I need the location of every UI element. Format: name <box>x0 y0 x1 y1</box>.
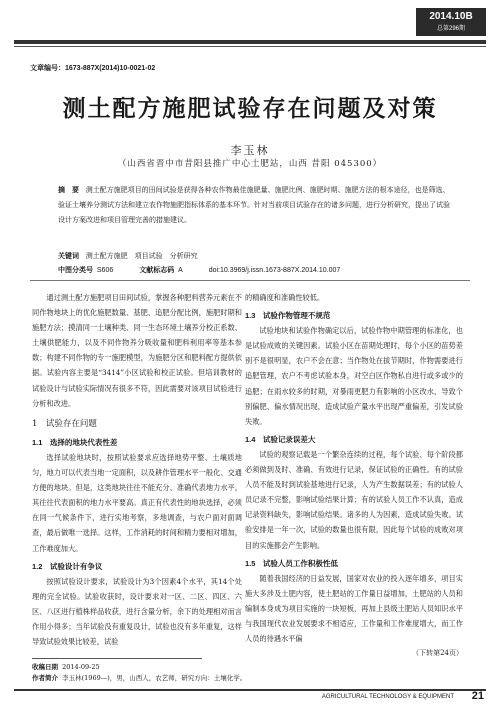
doi: doi:10.3969/j.issn.1673-887X.2014.10.007 <box>208 267 341 274</box>
header-rule <box>14 40 486 44</box>
section-1-heading: 1 试验存在问题 <box>32 418 97 429</box>
section-1-1-text: 选择试验地块时，按照试验要求应选择地势平整、土壤质地匀，地力可以代表当地一定面积，以及耕作管理水平一般化、交通方便的地块。但是，这类地块往往不能充分、准确代表地力水平，其往往代表面积的地力水平要高。真正有代表性的地块选择，必须在同一气候条件下，进行实地考察，多地调查，与农户面对面调查，最后做唯一选择。这样，工作消耗的时间和精力要相对增加，工作难度加大。 <box>32 452 242 553</box>
footnote-rule <box>32 658 202 659</box>
section-1-1-heading: 1.1 选择的地块代表性差 <box>32 437 118 447</box>
author-info-label: 作者简介 <box>32 675 58 682</box>
issue-badge <box>416 8 486 36</box>
header-rule-thin <box>14 46 486 47</box>
section-1-3-heading: 1.3 试验作物管理不规范 <box>245 311 331 321</box>
right-column <box>245 290 463 661</box>
keywords <box>58 251 454 261</box>
continued-text: 的精确度和准确性较低。 <box>245 293 325 302</box>
article-number: 文章编号：1673-887X(2014)10-0021-02 <box>30 65 156 72</box>
abstract <box>58 183 454 228</box>
abstract-text: 测土配方施肥项目的田间试验是获得各种农作物最佳施肥量、施肥比例、施肥时期、施肥方法的根本途径，也是筛选、验证土壤养分测试方法和建立农作物施肥指标体系的基本环节。针对当前项目试验存在的诸多问题，进行分析研究，提出了试验设计方案改进和项目管理完善的措施建议。 <box>58 186 450 224</box>
issue-total: 总第296期 <box>436 26 465 32</box>
section-1-2-heading: 1.2 试验设计有争议 <box>32 561 103 571</box>
doc-code: A <box>178 267 183 274</box>
received-date: 2014-09-25 <box>62 663 100 671</box>
section-1-5-text: 随着我国经济的日益发展，国家对农业的投入逐年增多，项目实施大多涉及土肥内容，使土肥站的工作量日益增加，土肥站的人员和编制本身成为项目实施的一块短板，再加上县级土肥站人员知识水平与我国现代农业发展要求不相适应，工作量和工作难度增大，而工作人员的待遇水平偏 <box>245 573 463 644</box>
classification-line <box>58 265 454 275</box>
section-1-4-text: 试验的观察记载是一个繁杂连续的过程，每个试验、每个阶段都必须做到及时、准确、有效进行记录，保证试验的正确性。有的试验人员不能及时到试验基地进行记录，人为产生数据误差；有的试验人员记录不完整，影响试验结果计算；有的试验人员工作不认真，造成记录资料缺失，影响试验结果。诸多的人为因素，造成试验失败。试验安排是一年一次，试验的数量也很有限，因此每个试验的成败对项目的实施都会产生影响。 <box>245 449 463 550</box>
keywords-label: 关键词 <box>58 251 79 260</box>
intro-paragraph: 通过测土配方施肥项目田间试验，掌握各种肥料营养元素在不同作物地块上的优化施肥数量、基肥、追肥分配比例，施肥时期和施肥方法；摸清同一土壤种类、同一生态环境土壤养分校正系数、土壤供肥能力，以及不同作物养分吸收量和肥料利用率等基本参数；构建不同作物的专一施肥模型，为施肥分区和肥料配方提供依据。试验内容主要是“3414”小区试验和校正试验。但培训教材的试验设计与试验实际情况有很多不符，因此需要对该项目试验进行分析和改进。 <box>32 293 242 408</box>
clc-code: S606 <box>96 267 114 274</box>
clc-label: 中图分类号 <box>58 267 93 274</box>
doc-label: 文献标志码 <box>139 267 175 274</box>
author-info: 李玉林(1969—)，男，山西人，农艺师，研究方向：土壤化学。 <box>62 674 247 682</box>
section-1-3-text: 试验地块和试验作物确定以后，试验作物中期管理的标准化，也是试验成败的关键因素。试验小区在苗期处理时，每个小区的苗势差别不是很明显，农户不会在意；当作物处在拔节期时，作物需要进行追肥管理，农户不考虑试验本身，对空白区作物私自进行或多或少的追肥；在雨水较多的时期，对暴雨更肥力有影响的小区改水，导致个别偏肥、偏水情况出现，造成试验产量水平出现严重偏差，引发试验失败。 <box>245 326 463 426</box>
footnote <box>32 662 246 684</box>
journal-name: AGRICULTURAL TECHNOLOGY & EQUIPMENT <box>321 694 454 700</box>
author-affiliation: （山西省晋中市昔阳县推广中心土肥站，山西 昔阳 045300） <box>117 159 383 169</box>
left-column <box>32 290 242 649</box>
received-label: 收稿日期 <box>32 664 58 671</box>
continued-note: （下转第24页） <box>412 649 463 658</box>
issue-number: 2014.10B <box>429 11 473 22</box>
section-divider <box>30 280 470 281</box>
section-1-4-heading: 1.4 试验记录误差大 <box>245 434 316 444</box>
footer-rule <box>14 689 486 691</box>
page-number: 21 <box>471 690 484 702</box>
abstract-label: 摘 要 <box>58 187 79 194</box>
author-name: 李玉林 <box>230 144 270 157</box>
section-1-5-heading: 1.5 试验人员工作积极性低 <box>245 558 338 568</box>
section-1-2-text: 按照试验设计要求，试验设计为3个因素4个水平，其14个处理的完全试验。试验收获时，设计要求对一区、二区、四区、六区、八区进行植株样品收获，进行含量分析，余下的处理相对而言作用小得多；当年试验没有重复设计，试验也没有多年重复，这样导致试验效果比较差，试验 <box>32 576 242 647</box>
keywords-text: 测土配方施肥 项目试验 分析研究 <box>85 252 198 260</box>
article-title: 测土配方施肥试验存在问题及对策 <box>62 95 438 122</box>
